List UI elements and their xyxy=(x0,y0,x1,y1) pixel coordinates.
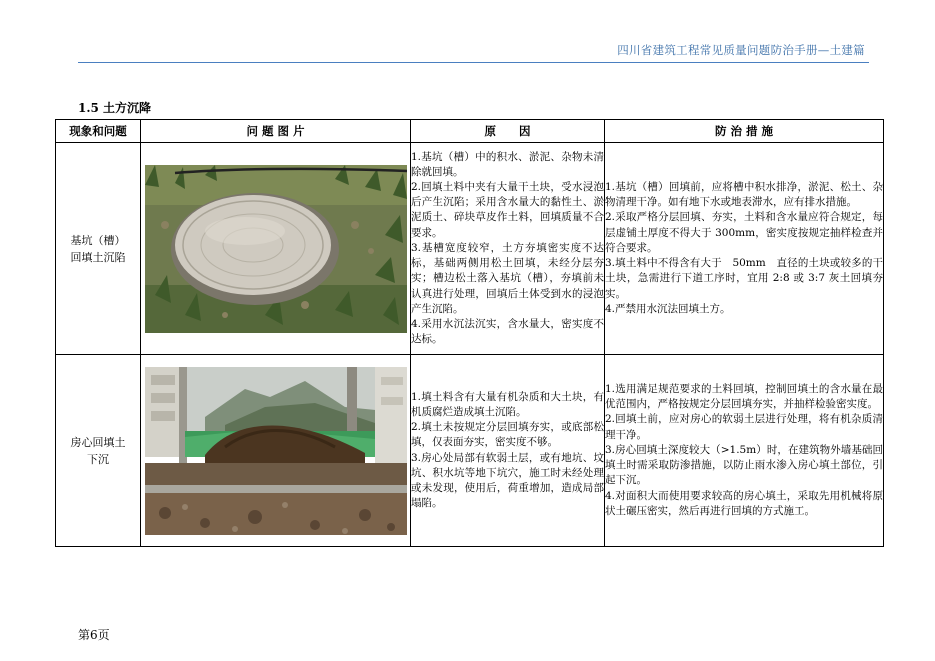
issue-name-line: 下沉 xyxy=(87,452,109,466)
cause-item: 1.基坑（槽）中的积水、淤泥、杂物未清除就回填。 xyxy=(411,150,604,178)
section-title: 1.5 土方沉降 xyxy=(78,101,152,115)
page-number: 第6页 xyxy=(78,628,110,642)
table-row xyxy=(56,143,884,355)
cause-item: 4.采用水沉法沉实，含水量大，密实度不达标。 xyxy=(411,317,604,346)
table-row xyxy=(56,355,884,547)
measure-item: 2.采取严格分层回填、夯实，土料和含水量应符合规定，每层虚铺土厚度不得大于 300mm，密实度按规定抽样检查并符合要求。 xyxy=(605,211,883,254)
measure-item: 2.回填土前，应对房心的软弱土层进行处理，将有机杂质清理干净。 xyxy=(605,413,883,441)
photo-cell xyxy=(141,355,411,547)
photo-cell xyxy=(141,143,411,355)
measure-item: 4.对面积大而使用要求较高的房心填土，采取先用机械将原状土碾压密实，然后再进行回填的方式施工。 xyxy=(605,489,883,517)
measure-item: 4.严禁用水沉法回填土方。 xyxy=(605,302,731,315)
issue-name-line: 房心回填土 xyxy=(70,435,126,449)
header-measure: 防 治 措 施 xyxy=(605,120,884,143)
measure-item: 1.选用满足规范要求的土料回填，控制回填土的含水量在最优范围内，严格按规定分层回填夯实，并抽样检验密实度。 xyxy=(605,383,883,411)
backfill-soil-pile-photo xyxy=(145,367,407,535)
manhole-cover-sunken-soil-photo xyxy=(145,165,407,333)
cause-item: 3.基槽宽度较窄，土方夯填密实度不达标，基础两侧用松土回填，未经分层夯实；槽边松土落入基坑（槽），夯填前未认真进行处理，回填后土体受到水的浸泡产生沉陷。 xyxy=(411,241,604,315)
cause-item: 1.填土料含有大量有机杂质和大土块，有机质腐烂造成填土沉陷。 xyxy=(411,390,604,418)
issue-name-line: 基坑（槽） xyxy=(70,233,126,247)
cause-item: 2.回填土料中夹有大量干土块，受水浸泡后产生沉陷；采用含水量大的黏性土、淤泥质土、碎块草皮作土料，回填质量不合要求。 xyxy=(411,181,604,239)
issue-cell xyxy=(56,143,141,355)
measure-item: 3.填土料中不得含有大于 50mm 直径的土块或较多的干土块，急需进行下道工序时，宜用 2:8 或 3:7 灰土回填夯实。 xyxy=(605,257,883,300)
quality-issue-table xyxy=(55,119,884,547)
table-header-row xyxy=(56,120,884,143)
measure-item: 1.基坑（槽）回填前，应将槽中积水排净，淤泥、松土、杂物清理干净。如有地下水或地表滞水，应有排水措施。 xyxy=(605,181,883,209)
cause-cell xyxy=(411,143,605,355)
header-cause: 原 因 xyxy=(411,120,605,143)
header-rule xyxy=(78,62,869,63)
header-photo: 问 题 图 片 xyxy=(141,120,411,143)
issue-cell xyxy=(56,355,141,547)
cause-item: 2.填土未按规定分层回填夯实，或底部松填，仅表面夯实，密实度不够。 xyxy=(411,421,604,449)
cause-cell xyxy=(411,355,605,547)
running-header: 四川省建筑工程常见质量问题防治手册—土建篇 xyxy=(617,43,865,57)
measure-cell xyxy=(605,355,884,547)
measure-cell xyxy=(605,143,884,355)
issue-name-line: 回填土沉陷 xyxy=(70,250,126,264)
cause-item: 3.房心处局部有软弱土层，或有地坑、坟坑、积水坑等地下坑穴，施工时未经处理或未发现，使用后，荷重增加，造成局部塌陷。 xyxy=(411,451,604,510)
header-issue: 现象和问题 xyxy=(56,120,141,143)
measure-item: 3.房心回填土深度较大（>1.5m）时，在建筑物外墙基础回填土时需采取防渗措施，以防止雨水渗入房心填土部位，引起下沉。 xyxy=(605,443,883,487)
